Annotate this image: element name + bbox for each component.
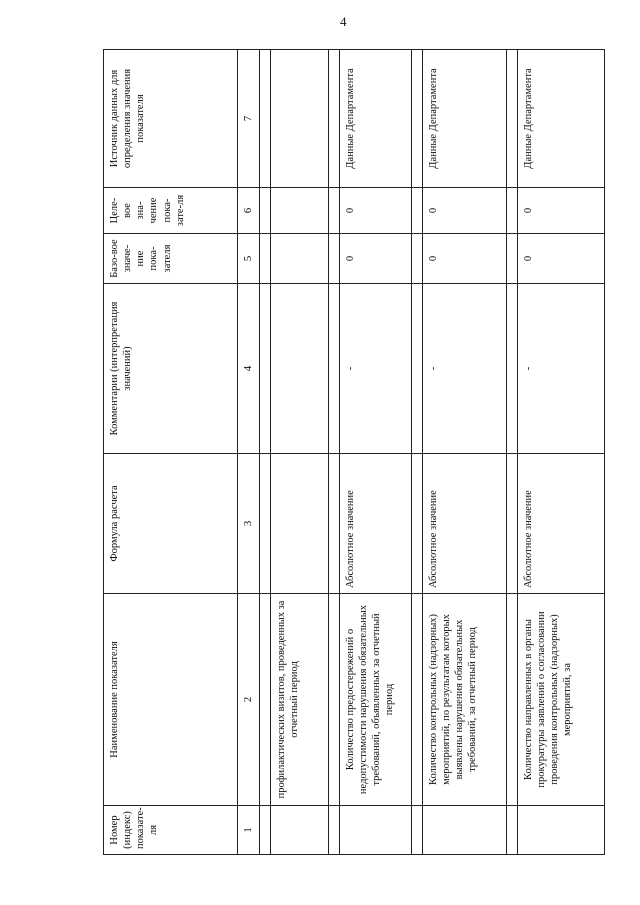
cell-source [271, 50, 329, 188]
cell-index [340, 806, 412, 855]
col-num-3: 3 [238, 454, 260, 594]
cell-comment: - [518, 284, 605, 454]
header-formula: Формула расчета [104, 454, 238, 594]
col-num-4: 4 [238, 284, 260, 454]
header-target: Целе-вое зна-чение пока-зате-ля [104, 188, 238, 234]
col-num-7: 7 [238, 50, 260, 188]
col-num-1: 1 [238, 806, 260, 855]
cell-target: 0 [518, 188, 605, 234]
cell-base [271, 234, 329, 284]
cell-formula [271, 454, 329, 594]
header-base: Базо-вое значе-ние пока-зателя [104, 234, 238, 284]
cell-name: Количество направленных в органы прокуратуры заявлений о согласовании проведения контрольных (надзорных) мероприятий, за [518, 594, 605, 806]
cell-index [423, 806, 507, 855]
cell-target: 0 [340, 188, 412, 234]
table-header-row [104, 50, 238, 855]
page-number: 4 [340, 14, 347, 29]
cell-comment [271, 284, 329, 454]
table-row-gap [412, 50, 423, 855]
cell-comment: - [340, 284, 412, 454]
cell-source: Данные Департамента [518, 50, 605, 188]
cell-source: Данные Департамента [423, 50, 507, 188]
col-num-5: 5 [238, 234, 260, 284]
table-row [518, 50, 605, 855]
rotated-table-container [103, 50, 605, 855]
cell-comment: - [423, 284, 507, 454]
cell-name: Количество контрольных (надзорных) мероприятий, по результатам которых выявлены нарушения обязательных требований, за отчетный период [423, 594, 507, 806]
table-row-gap [507, 50, 518, 855]
header-index: Номер (индекс) показате-ля [104, 806, 238, 855]
col-num-2: 2 [238, 594, 260, 806]
cell-formula: Абсолютное значение [423, 454, 507, 594]
cell-name: профилактических визитов, проведенных за отчетный период [271, 594, 329, 806]
cell-base: 0 [423, 234, 507, 284]
table-row-gap [260, 50, 271, 855]
cell-base: 0 [340, 234, 412, 284]
col-num-6: 6 [238, 188, 260, 234]
header-name: Наименование показателя [104, 594, 238, 806]
cell-formula: Абсолютное значение [518, 454, 605, 594]
table-row [271, 50, 329, 855]
cell-base: 0 [518, 234, 605, 284]
cell-target: 0 [423, 188, 507, 234]
header-source: Источник данных для определения значения показателя [104, 50, 238, 188]
indicator-table [103, 49, 605, 855]
cell-name: Количество предостережений о недопустимости нарушения обязательных требований, объявленных за отчетный период [340, 594, 412, 806]
table-row-gap [329, 50, 340, 855]
cell-index [518, 806, 605, 855]
table-row [340, 50, 412, 855]
cell-index [271, 806, 329, 855]
cell-formula: Абсолютное значение [340, 454, 412, 594]
header-comment: Комментарии (интерпретация значений) [104, 284, 238, 454]
table-row [423, 50, 507, 855]
cell-source: Данные Департамента [340, 50, 412, 188]
column-number-row [238, 50, 260, 855]
cell-target [271, 188, 329, 234]
